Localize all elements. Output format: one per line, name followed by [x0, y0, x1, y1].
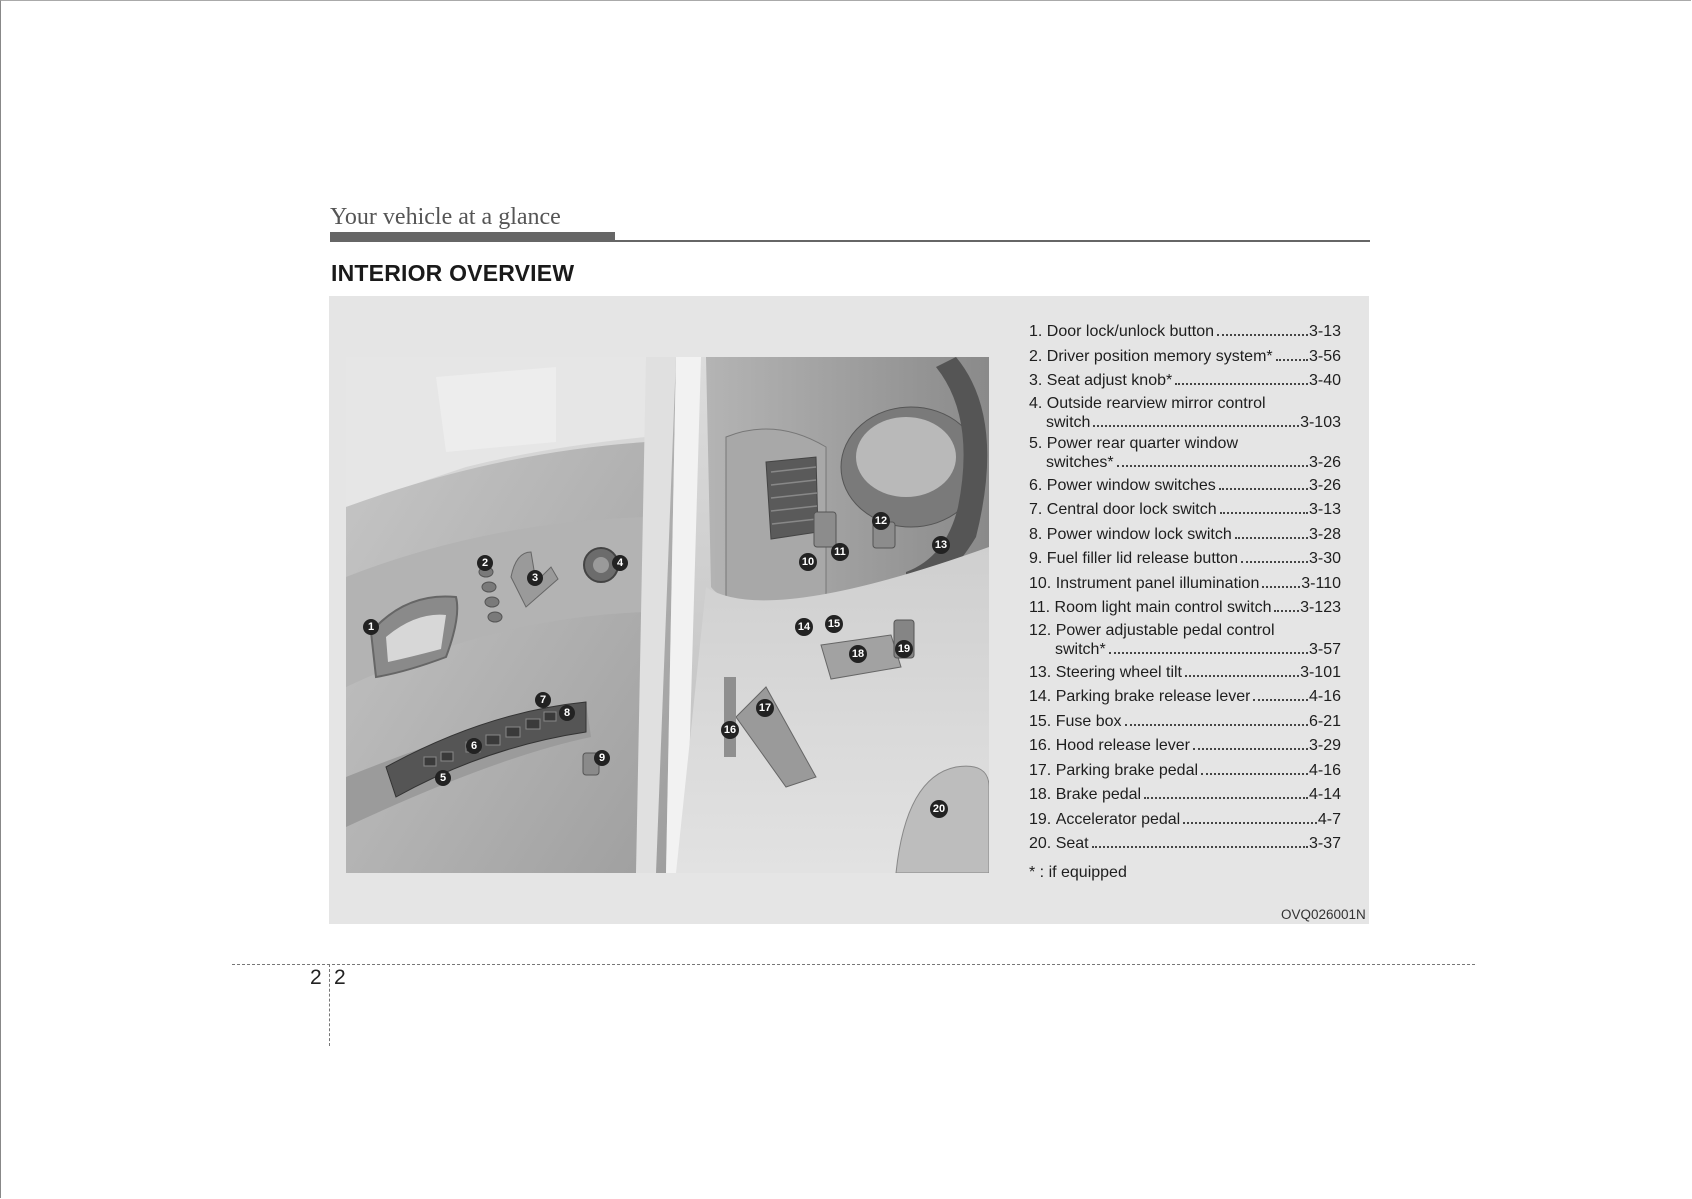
legend-num: 5.: [1029, 434, 1043, 452]
legend-page: 4-7: [1317, 810, 1341, 828]
svg-text:19: 19: [897, 643, 911, 655]
legend-num: 18.: [1029, 786, 1052, 803]
legend-item: [1029, 832, 1341, 857]
legend-num: 2.: [1029, 347, 1043, 365]
legend-num: 20.: [1029, 835, 1052, 852]
leader-dots: [1220, 512, 1308, 514]
legend-label: Accelerator pedal: [1055, 810, 1181, 828]
legend-label: Power rear quarter window: [1046, 434, 1238, 452]
legend-label-cont: switches*: [1046, 453, 1114, 471]
leader-dots: [1262, 586, 1300, 588]
callout-4: [612, 555, 628, 571]
legend-label: Door lock/unlock button: [1046, 323, 1214, 340]
legend-label: Fuel filler lid release button: [1046, 550, 1239, 567]
photo-code: OVQ026001N: [1281, 907, 1366, 922]
legend-item: [1029, 474, 1341, 499]
legend-label: Seat: [1055, 835, 1089, 852]
leader-dots: [1175, 383, 1308, 385]
svg-text:9: 9: [598, 752, 606, 764]
callout-20: [930, 800, 948, 818]
legend-item: [1029, 783, 1341, 808]
leader-dots: [1193, 748, 1308, 750]
svg-text:18: 18: [851, 648, 865, 660]
legend-label: Power window lock switch: [1046, 525, 1232, 543]
leader-dots: [1253, 699, 1308, 701]
svg-text:14: 14: [797, 621, 811, 633]
svg-text:4: 4: [616, 557, 624, 569]
legend-label: Driver position memory system*: [1046, 347, 1273, 365]
leader-dots: [1117, 465, 1308, 467]
leader-dots: [1235, 537, 1308, 539]
legend-page: 4-16: [1308, 761, 1341, 779]
legend-page: 3-57: [1308, 640, 1341, 658]
legend-label-cont: switch: [1046, 413, 1091, 431]
legend-item: [1029, 369, 1341, 394]
callout-7: [535, 692, 551, 708]
svg-text:10: 10: [801, 556, 815, 568]
svg-text:11: 11: [834, 546, 846, 558]
header-accent-bar: [330, 232, 615, 240]
legend-item: [1029, 759, 1341, 784]
legend-item: [1029, 808, 1341, 833]
footer-dashed-divider: [329, 964, 330, 1046]
legend-num: 10.: [1029, 574, 1052, 592]
svg-text:5: 5: [439, 772, 447, 784]
callout-10: [799, 553, 817, 571]
leader-dots: [1125, 724, 1308, 726]
legend-page: 4-14: [1308, 786, 1341, 803]
legend-num: 1.: [1029, 323, 1043, 340]
legend-num: 7.: [1029, 501, 1043, 518]
legend-num: 3.: [1029, 372, 1043, 389]
legend-page: 3-30: [1308, 550, 1341, 567]
legend-num: 15.: [1029, 712, 1052, 730]
legend-num: 4.: [1029, 394, 1043, 412]
legend-item: [1029, 394, 1341, 432]
legend-label: Fuse box: [1055, 712, 1122, 730]
callout-14: [795, 618, 813, 636]
interior-illustration: [346, 357, 989, 873]
svg-text:2: 2: [481, 557, 489, 569]
legend-label: Central door lock switch: [1046, 501, 1217, 518]
callout-12: [872, 512, 890, 530]
callout-15: [825, 615, 843, 633]
legend-page: 3-37: [1308, 835, 1341, 852]
room-light-switch: [814, 512, 836, 547]
legend-page: 3-123: [1300, 599, 1341, 616]
legend-label: Power adjustable pedal control: [1055, 621, 1275, 639]
legend-label: Hood release lever: [1055, 737, 1190, 754]
section-header: Your vehicle at a glance: [330, 204, 561, 230]
legend-num: 17.: [1029, 761, 1052, 779]
legend-item: [1029, 596, 1341, 621]
legend-label-cont: switch*: [1055, 640, 1106, 658]
legend-num: 8.: [1029, 525, 1043, 543]
legend-item: [1029, 621, 1341, 659]
legend-label: Steering wheel tilt: [1055, 663, 1182, 681]
legend-page: 3-29: [1308, 737, 1341, 754]
callout-16: [721, 721, 739, 739]
legend-item: [1029, 685, 1341, 710]
legend-num: 13.: [1029, 663, 1052, 681]
legend-num: 12.: [1029, 621, 1052, 639]
page-title: INTERIOR OVERVIEW: [331, 260, 575, 286]
mirror-control-center: [593, 557, 609, 573]
svg-text:6: 6: [470, 740, 478, 752]
callout-19: [895, 640, 913, 658]
leader-dots: [1093, 425, 1299, 427]
svg-text:12: 12: [874, 515, 888, 527]
legend-label: Instrument panel illumination: [1055, 574, 1260, 592]
callout-8: [559, 705, 575, 721]
legend-list: [1029, 320, 1341, 885]
legend-num: 14.: [1029, 688, 1052, 705]
leader-dots: [1183, 822, 1317, 824]
legend-page: 3-13: [1308, 501, 1341, 518]
legend-label: Outside rearview mirror control: [1046, 394, 1266, 412]
callout-18: [849, 645, 867, 663]
mirror-reflection: [436, 367, 556, 452]
legend-page: 6-21: [1308, 712, 1341, 730]
legend-page: 3-103: [1300, 413, 1341, 431]
legend-item: [1029, 498, 1341, 523]
legend-item: [1029, 320, 1341, 345]
legend-num: 9.: [1029, 550, 1043, 567]
callout-1: [363, 619, 379, 635]
callout-13: [932, 536, 950, 554]
leader-dots: [1109, 652, 1308, 654]
legend-item: [1029, 345, 1341, 370]
speedometer: [856, 417, 956, 497]
callout-2: [477, 555, 493, 571]
legend-item: [1029, 734, 1341, 759]
callout-9: [594, 750, 610, 766]
legend-item: [1029, 572, 1341, 597]
svg-text:16: 16: [723, 724, 737, 736]
legend-page: 3-101: [1300, 663, 1341, 681]
hood-release-lever: [724, 677, 736, 757]
callout-3: [527, 570, 543, 586]
legend-label: Power window switches: [1046, 476, 1216, 494]
header-rule: [330, 240, 1370, 242]
legend-page: 4-16: [1308, 688, 1341, 705]
svg-text:17: 17: [758, 702, 772, 714]
page-chapter: 2: [310, 966, 322, 989]
leader-dots: [1241, 561, 1308, 563]
interior-photo: [346, 357, 989, 873]
legend-item: [1029, 547, 1341, 572]
svg-text:1: 1: [367, 621, 375, 633]
leader-dots: [1274, 610, 1299, 612]
callout-6: [466, 738, 482, 754]
legend-page: 3-40: [1308, 372, 1341, 389]
leader-dots: [1144, 797, 1308, 799]
leader-dots: [1185, 675, 1299, 677]
leader-dots: [1276, 359, 1308, 361]
callout-11: [831, 543, 849, 561]
footnote: * : if equipped: [1029, 863, 1127, 881]
footer-dashed-rule: [232, 964, 1475, 965]
legend-label: Brake pedal: [1055, 786, 1142, 803]
legend-page: 3-13: [1308, 323, 1341, 340]
legend-label: Parking brake release lever: [1055, 688, 1251, 705]
svg-text:15: 15: [827, 618, 841, 630]
legend-label: Room light main control switch: [1054, 599, 1272, 616]
legend-num: 19.: [1029, 810, 1052, 828]
legend-label: Parking brake pedal: [1055, 761, 1199, 779]
legend-num: 16.: [1029, 737, 1052, 754]
svg-text:3: 3: [531, 572, 539, 584]
legend-item: [1029, 710, 1341, 735]
legend-page: 3-26: [1308, 453, 1341, 471]
legend-page: 3-110: [1301, 574, 1341, 592]
leader-dots: [1219, 488, 1308, 490]
legend-page: 3-28: [1308, 525, 1341, 543]
svg-text:20: 20: [932, 803, 946, 815]
leader-dots: [1201, 773, 1308, 775]
legend-item: [1029, 661, 1341, 686]
legend-item: [1029, 523, 1341, 548]
svg-text:7: 7: [539, 694, 547, 706]
leader-dots: [1092, 846, 1308, 848]
legend-page: 3-26: [1308, 476, 1341, 494]
leader-dots: [1217, 334, 1308, 336]
callout-17: [756, 699, 774, 717]
legend-page: 3-56: [1308, 347, 1341, 365]
callout-5: [435, 770, 451, 786]
legend-num: 11.: [1029, 599, 1051, 616]
svg-text:8: 8: [563, 707, 571, 719]
legend-num: 6.: [1029, 476, 1043, 494]
legend-item: [1029, 434, 1341, 472]
page-number: 2: [334, 966, 346, 989]
legend-label: Seat adjust knob*: [1046, 372, 1173, 389]
svg-text:13: 13: [934, 539, 948, 551]
